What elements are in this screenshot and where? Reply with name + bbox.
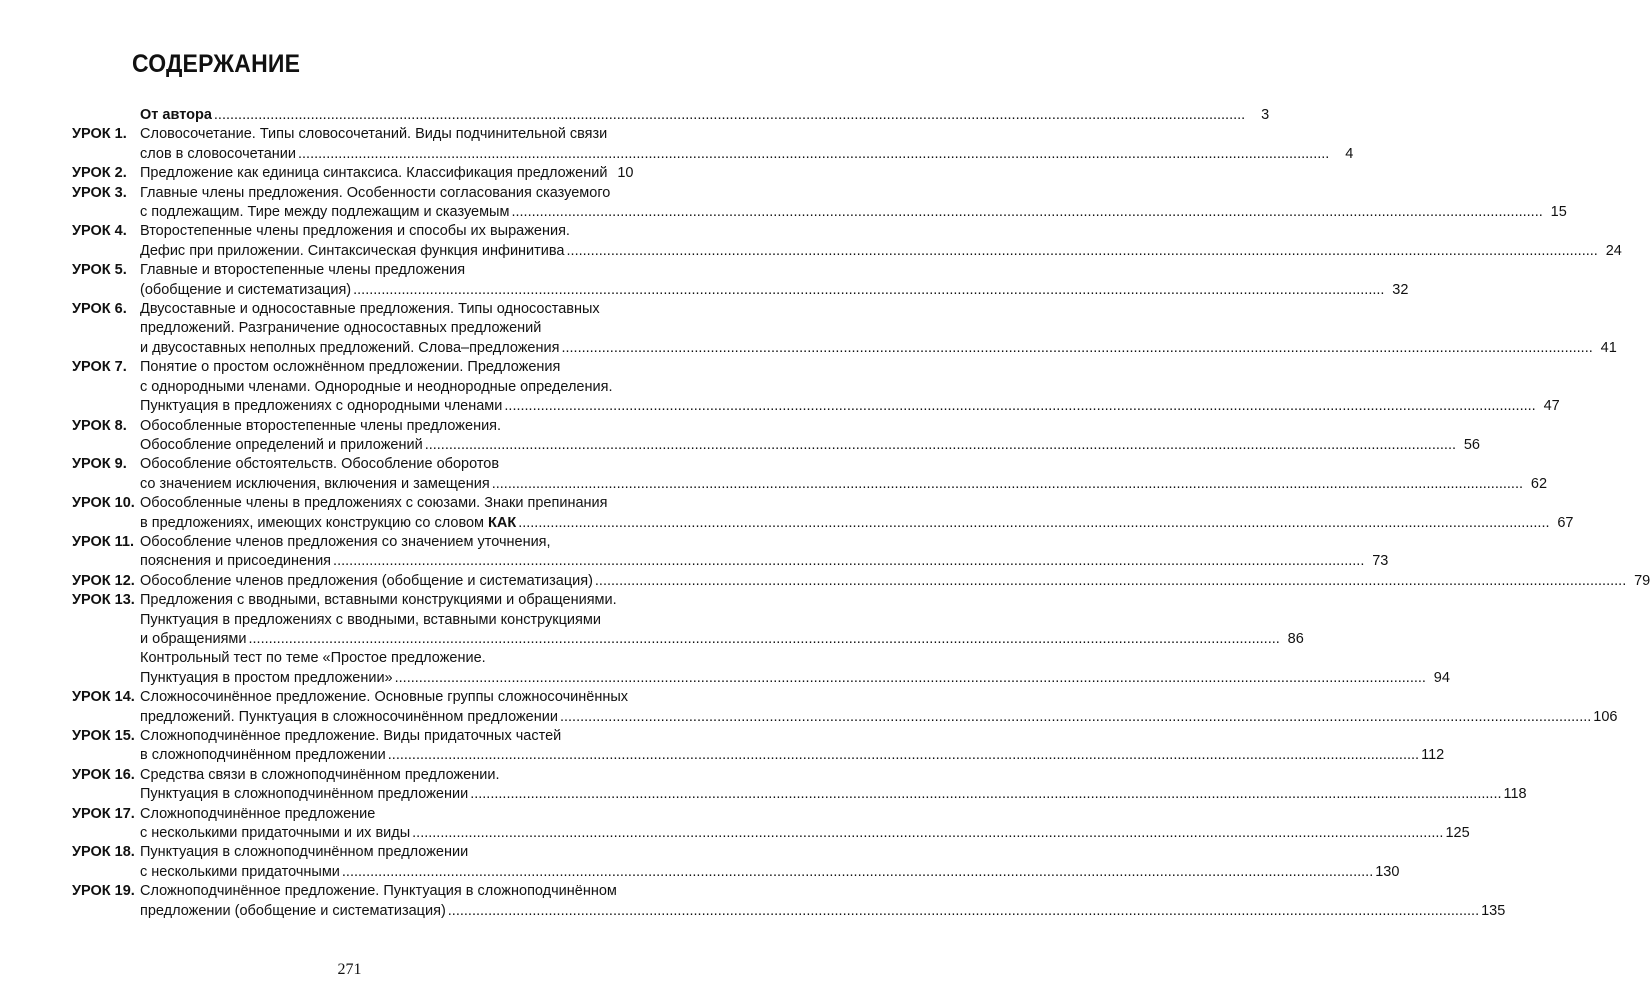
entry-page-number: 118: [1503, 786, 1527, 803]
entry-title-line: Сложноподчинённое предложение: [140, 805, 376, 822]
entry-title-line: Пунктуация в предложениях с однородными членами: [140, 398, 503, 415]
dot-leader: [395, 669, 1426, 688]
entry-page-number: 73: [1372, 553, 1389, 570]
toc-entry: [72, 300, 1617, 358]
entry-title-line: в сложноподчинённом предложении: [140, 747, 386, 764]
dot-leader: [214, 106, 1245, 125]
lesson-number: УРОК 6.: [72, 301, 127, 318]
entry-title-line: предложении (обобщение и систематизация): [140, 902, 446, 919]
entry-title-line: Предложения с вводными, вставными конструкциями и обращениями.: [140, 592, 617, 609]
entry-bold-word: КАК: [488, 514, 517, 531]
toc-entry: [72, 358, 1560, 416]
lesson-number: УРОК 14.: [72, 689, 135, 706]
toc-entry: [72, 843, 1400, 882]
lesson-number: УРОК 3.: [72, 184, 127, 201]
dot-leader: [560, 708, 1591, 727]
entry-title-line: с однородными членами. Однородные и неоднородные определения.: [140, 378, 613, 395]
dot-leader: [511, 203, 1542, 222]
entry-title-line: Двусоставные и односоставные предложения. Типы односоставных: [140, 301, 600, 318]
entry-page-number: 41: [1600, 339, 1617, 356]
entry-title-line: в предложениях, имеющих конструкцию со словом: [140, 514, 485, 531]
entry-page-number: 56: [1463, 436, 1480, 453]
dot-leader: [248, 630, 1279, 649]
entry-page-number: 67: [1557, 514, 1574, 531]
entry-page-number: 4: [1345, 145, 1354, 162]
entry-page-number: 86: [1287, 630, 1304, 647]
entry-page-number: 94: [1433, 669, 1450, 686]
toc-entry: [72, 494, 1574, 533]
toc-entry: [72, 766, 1527, 805]
toc-entry: [72, 649, 1450, 688]
dot-leader: [504, 397, 1535, 416]
lesson-number: [72, 106, 140, 125]
dot-leader: [595, 572, 1626, 591]
entry-page-number: 106: [1593, 708, 1618, 725]
toc-entry: [72, 417, 1480, 456]
entry-page-number: 130: [1375, 863, 1400, 880]
entry-title-line: и двусоставных неполных предложений. Слова–предложения: [140, 339, 560, 356]
entry-title-line: Понятие о простом осложнённом предложении. Предложения: [140, 359, 561, 376]
lesson-number: УРОК 8.: [72, 417, 127, 434]
entry-title-line: и обращениями: [140, 630, 247, 647]
entry-title-line: Обособление определений и приложений: [140, 436, 423, 453]
dot-leader: [298, 145, 1329, 164]
lesson-number: [72, 649, 140, 688]
toc-entry: [72, 106, 1270, 125]
entry-title-line: Главные члены предложения. Особенности согласования сказуемого: [140, 184, 611, 201]
lesson-number: УРОК 10.: [72, 495, 135, 512]
dot-leader: [425, 436, 1456, 455]
toc-entry: [72, 222, 1622, 261]
entry-title-line: Дефис при приложении. Синтаксическая функция инфинитива: [140, 242, 565, 259]
entry-title-line: (обобщение и систематизация): [140, 281, 352, 298]
entry-title-line: предложений. Разграничение односоставных предложений: [140, 320, 542, 337]
entry-title-line: Пунктуация в сложноподчинённом предложении: [140, 786, 469, 803]
entry-page-number: 15: [1550, 204, 1567, 221]
toc-entry: [72, 125, 1354, 164]
toc-entry: [72, 533, 1389, 572]
toc-entry: [72, 261, 1409, 300]
dot-leader: [412, 824, 1443, 843]
dot-leader: [470, 785, 1501, 804]
dot-leader: [561, 339, 1592, 358]
entry-title-line: Предложение как единица синтаксиса. Классификация предложений: [140, 165, 608, 182]
dot-leader: [333, 552, 1364, 571]
dot-leader: [492, 475, 1523, 494]
lesson-number: УРОК 5.: [72, 262, 127, 279]
entry-title-line: Словосочетание. Типы словосочетаний. Виды подчинительной связи: [140, 126, 608, 143]
toc-entry: [72, 184, 1567, 223]
lesson-number: УРОК 15.: [72, 728, 135, 744]
entry-page-number: 79: [1634, 572, 1650, 589]
lesson-number: УРОК 12.: [72, 572, 135, 589]
entry-title-line: От автора: [140, 107, 212, 123]
dot-leader: [353, 281, 1384, 300]
toc-entry: [72, 727, 1445, 766]
lesson-number: УРОК 1.: [72, 126, 127, 143]
entry-title-line: с подлежащим. Тире между подлежащим и сказуемым: [140, 204, 510, 221]
entry-page-number: 10: [617, 165, 634, 182]
dot-leader: [342, 863, 1373, 882]
page-number: 271: [337, 961, 362, 978]
entry-title-line: Средства связи в сложноподчинённом предложении.: [140, 766, 500, 783]
lesson-number: УРОК 4.: [72, 223, 127, 240]
lesson-number: УРОК 7.: [72, 359, 127, 376]
toc-entry: [72, 688, 1618, 727]
dot-leader: [518, 514, 1549, 533]
entry-title-line: Пунктуация в сложноподчинённом предложении: [140, 844, 469, 861]
entry-title-line: с несколькими придаточными и их виды: [140, 825, 411, 842]
page-title: СОДЕРЖАНИЕ: [132, 50, 301, 78]
entry-page-number: 32: [1392, 281, 1409, 298]
lesson-number: УРОК 11.: [72, 533, 135, 550]
entry-title-line: Обособленные члены в предложениях с союзами. Знаки препинания: [140, 495, 608, 512]
entry-title-line: с несколькими придаточными: [140, 863, 340, 880]
entry-page-number: 3: [1261, 107, 1270, 123]
entry-page-number: 62: [1530, 475, 1548, 492]
dot-leader: [388, 746, 1419, 765]
entry-title-line: пояснения и присоединения: [140, 553, 332, 570]
entry-title-line: Обособление обстоятельств. Обособление оборотов: [140, 456, 500, 473]
entry-title-line: Пунктуация в простом предложении»: [140, 669, 393, 686]
toc-entry: [72, 882, 1506, 921]
toc-entry: [72, 805, 1470, 844]
toc-entry: [72, 572, 1650, 591]
entry-title-line: Пунктуация в предложениях с вводными, вставными конструкциями: [140, 611, 601, 628]
entry-title-line: Второстепенные члены предложения и способы их выражения.: [140, 223, 570, 240]
toc-entry: [72, 455, 1548, 494]
dot-leader: [567, 242, 1598, 261]
entry-title-line: со значением исключения, включения и замещения: [140, 475, 490, 492]
entry-page-number: 24: [1605, 242, 1622, 259]
entry-title-line: слов в словосочетании: [140, 145, 296, 162]
lesson-number: УРОК 2.: [72, 165, 127, 182]
lesson-number: УРОК 9.: [72, 456, 127, 473]
entry-page-number: 125: [1445, 825, 1470, 842]
entry-title-line: Обособление членов предложения (обобщение и систематизация): [140, 572, 593, 589]
entry-title-line: Контрольный тест по теме «Простое предложение.: [140, 650, 486, 667]
lesson-number: УРОК 18.: [72, 844, 135, 861]
toc-entry: [72, 591, 1304, 649]
entry-title-line: Обособленные второстепенные члены предложения.: [140, 417, 502, 434]
entry-page-number: 135: [1481, 902, 1506, 919]
toc-entry: [72, 164, 634, 183]
entry-page-number: 47: [1543, 398, 1560, 415]
entry-title-line: Сложносочинённое предложение. Основные группы сложносочинённых: [140, 689, 629, 706]
lesson-number: УРОК 19.: [72, 883, 135, 900]
entry-title-line: предложений. Пунктуация в сложносочинённом предложении: [140, 708, 558, 725]
dot-leader: [448, 902, 1479, 921]
lesson-number: УРОК 17.: [72, 805, 135, 822]
lesson-number: УРОК 16.: [72, 766, 135, 783]
lesson-number: УРОК 13.: [72, 592, 135, 609]
entry-title-line: Сложноподчинённое предложение. Пунктуация в сложноподчинённом: [140, 883, 617, 900]
entry-page-number: 112: [1421, 747, 1445, 764]
entry-title-line: Сложноподчинённое предложение. Виды придаточных частей: [140, 728, 562, 744]
table-of-contents: [72, 106, 1650, 921]
entry-title-line: Обособление членов предложения со значением уточнения,: [140, 533, 551, 550]
entry-title-line: Главные и второстепенные члены предложения: [140, 262, 466, 279]
